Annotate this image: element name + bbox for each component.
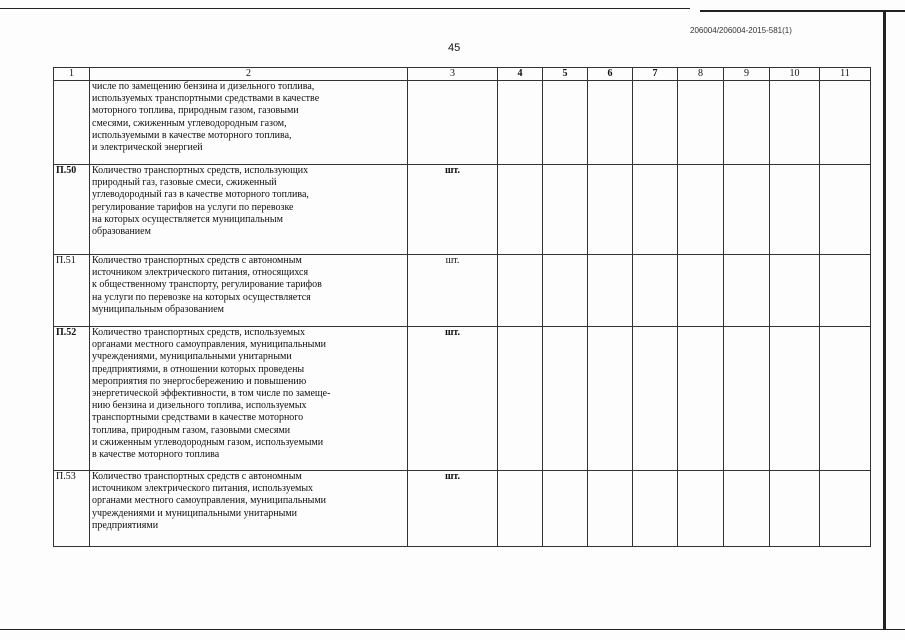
value-cell-col-9 bbox=[724, 81, 770, 165]
scan-top-line bbox=[0, 8, 690, 9]
value-cell-col-7 bbox=[633, 471, 678, 547]
scan-bottom-line bbox=[0, 629, 905, 630]
table-header-row bbox=[54, 68, 871, 81]
value-cell-col-4 bbox=[498, 255, 543, 327]
value-cell-col-10 bbox=[770, 327, 820, 471]
value-cell-col-5 bbox=[543, 255, 588, 327]
table-row bbox=[54, 81, 871, 165]
column-header-7: 7 bbox=[633, 68, 678, 81]
value-cell-col-11 bbox=[820, 165, 871, 255]
page-number: 45 bbox=[448, 42, 461, 54]
column-header-11: 11 bbox=[820, 68, 871, 81]
value-cell-col-4 bbox=[498, 471, 543, 547]
value-cell-col-8 bbox=[678, 471, 724, 547]
value-cell-col-8 bbox=[678, 165, 724, 255]
table-row bbox=[54, 327, 871, 471]
scan-top-line-right bbox=[700, 10, 905, 12]
row-unit: шт. bbox=[408, 255, 498, 327]
row-description: Количество транспортных средств с автономным источником электрического питания, используемых органами местного самоуправления, муниципальными учреждениями и муниципальными унитарными предприятиями bbox=[90, 471, 408, 547]
row-description: числе по замещению бензина и дизельного топлива, используемых транспортными средствами в качестве моторного топлива, природным газом, газовыми смесями, сжиженным углеводородным газом, используемыми в качестве моторного топлива, и электрической энергией bbox=[90, 81, 408, 165]
column-header-3: 3 bbox=[408, 68, 498, 81]
value-cell-col-8 bbox=[678, 255, 724, 327]
value-cell-col-7 bbox=[633, 81, 678, 165]
value-cell-col-11 bbox=[820, 471, 871, 547]
document-id: 206004/206004-2015-581(1) bbox=[690, 26, 792, 35]
value-cell-col-5 bbox=[543, 81, 588, 165]
column-header-2: 2 bbox=[90, 68, 408, 81]
value-cell-col-10 bbox=[770, 165, 820, 255]
row-unit: шт. bbox=[408, 327, 498, 471]
value-cell-col-6 bbox=[588, 327, 633, 471]
indicator-table bbox=[53, 67, 871, 547]
value-cell-col-5 bbox=[543, 327, 588, 471]
value-cell-col-9 bbox=[724, 255, 770, 327]
value-cell-col-7 bbox=[633, 165, 678, 255]
value-cell-col-7 bbox=[633, 255, 678, 327]
value-cell-col-4 bbox=[498, 165, 543, 255]
scan-right-edge bbox=[883, 12, 886, 630]
table-row bbox=[54, 165, 871, 255]
row-unit bbox=[408, 81, 498, 165]
column-header-9: 9 bbox=[724, 68, 770, 81]
column-header-4: 4 bbox=[498, 68, 543, 81]
column-header-1: 1 bbox=[54, 68, 90, 81]
row-unit: шт. bbox=[408, 471, 498, 547]
column-header-6: 6 bbox=[588, 68, 633, 81]
table-row bbox=[54, 255, 871, 327]
value-cell-col-9 bbox=[724, 165, 770, 255]
value-cell-col-11 bbox=[820, 327, 871, 471]
value-cell-col-11 bbox=[820, 81, 871, 165]
row-description: Количество транспортных средств с автономным источником электрического питания, относящихся к общественному транспорту, регулирование тарифов на услуги по перевозке на которых осуществляется муниципальным образованием bbox=[90, 255, 408, 327]
row-code: П.50 bbox=[54, 165, 90, 255]
row-code bbox=[54, 81, 90, 165]
row-unit: шт. bbox=[408, 165, 498, 255]
value-cell-col-6 bbox=[588, 255, 633, 327]
value-cell-col-10 bbox=[770, 471, 820, 547]
column-header-10: 10 bbox=[770, 68, 820, 81]
row-description: Количество транспортных средств, использующих природный газ, газовые смеси, сжиженный углеводородный газ в качестве моторного топлива, регулирование тарифов на услуги по перевозке на которых осуществляется муниципальным образованием bbox=[90, 165, 408, 255]
value-cell-col-6 bbox=[588, 471, 633, 547]
table-row bbox=[54, 471, 871, 547]
value-cell-col-10 bbox=[770, 255, 820, 327]
value-cell-col-8 bbox=[678, 327, 724, 471]
value-cell-col-4 bbox=[498, 81, 543, 165]
value-cell-col-5 bbox=[543, 165, 588, 255]
row-code: П.53 bbox=[54, 471, 90, 547]
value-cell-col-6 bbox=[588, 81, 633, 165]
value-cell-col-5 bbox=[543, 471, 588, 547]
row-code: П.51 bbox=[54, 255, 90, 327]
value-cell-col-11 bbox=[820, 255, 871, 327]
row-code: П.52 bbox=[54, 327, 90, 471]
value-cell-col-4 bbox=[498, 327, 543, 471]
value-cell-col-8 bbox=[678, 81, 724, 165]
column-header-5: 5 bbox=[543, 68, 588, 81]
value-cell-col-9 bbox=[724, 327, 770, 471]
row-description: Количество транспортных средств, используемых органами местного самоуправления, муниципальными учреждениями, муниципальными унитарными предприятиями, в отношении которых проведены мероприятия по энергосбережению и повышению энергетической эффективности, в том числе по замеще- нию бензина и дизельного топлива, используемых транспортными средствами в качестве моторного топлива, природным газом, газовыми смесями и сжиженным углеводородным газом, используемыми в качестве моторного топлива bbox=[90, 327, 408, 471]
value-cell-col-7 bbox=[633, 327, 678, 471]
value-cell-col-9 bbox=[724, 471, 770, 547]
value-cell-col-10 bbox=[770, 81, 820, 165]
column-header-8: 8 bbox=[678, 68, 724, 81]
table-body bbox=[54, 81, 871, 547]
value-cell-col-6 bbox=[588, 165, 633, 255]
